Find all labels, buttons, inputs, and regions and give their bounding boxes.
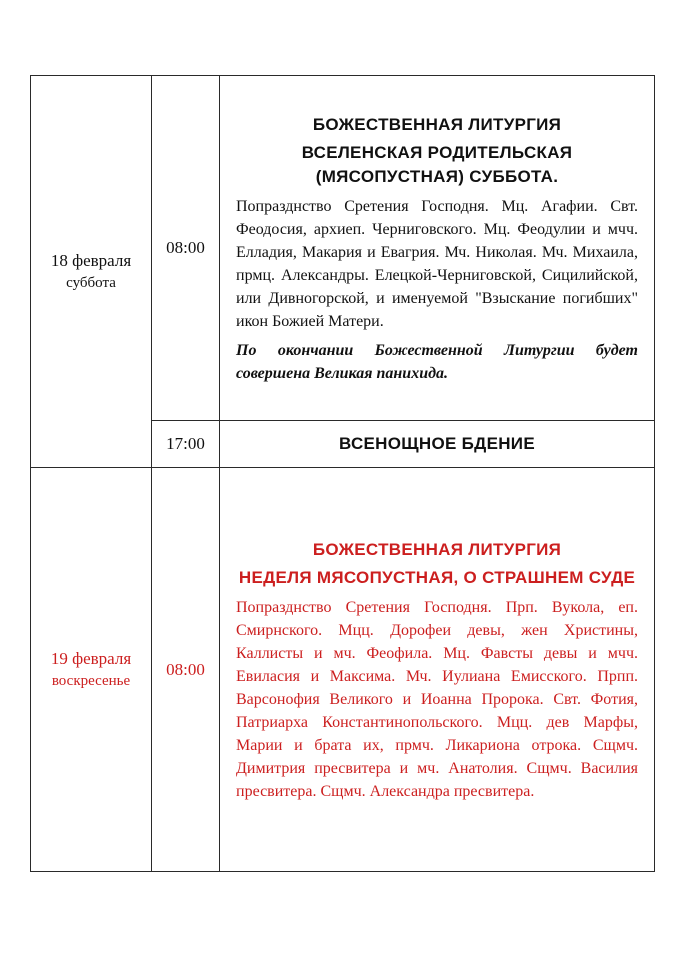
table-row xyxy=(31,76,655,421)
service-title: ВСЕНОЩНОЕ БДЕНИЕ xyxy=(220,421,655,468)
day-title: НЕДЕЛЯ МЯСОПУСТНАЯ, О СТРАШНЕМ СУДЕ xyxy=(238,568,636,587)
date-cell-feb-18 xyxy=(31,76,152,468)
service-note: По окончании Божественной Литургии будет совершена Великая панихида. xyxy=(236,342,638,382)
service-description xyxy=(220,76,655,421)
table-row xyxy=(31,468,655,872)
time-cell: 17:00 xyxy=(152,421,220,468)
date-cell-feb-19 xyxy=(31,468,152,872)
service-title: БОЖЕСТВЕННАЯ ЛИТУРГИЯ xyxy=(312,115,562,134)
schedule-table xyxy=(30,75,655,872)
time-cell: 08:00 xyxy=(152,468,220,872)
commemoration-text: Попразднство Сретения Господня. Прп. Вукола, еп. Смирнского. Мцц. Дорофеи девы, жен Христины, Каллисты и мч. Феофила. Мц. Фавсты девы и мчч. Евиласия и Максима. Мч. Иулиана Емисского. Прпп. Варсонофия Великого и Иоанна Пророка. Свт. Фотия, Патриарха Константинопольского. Мцц. дев Марфы, Марии и брата их, прмч. Ликариона отрока. Сщмч. Димитрия пресвитера и мч. Анатолия. Сщмч. Василия пресвитера. Сщмч. Александра пресвитера. xyxy=(236,599,638,800)
weekday-label: суббота xyxy=(66,274,116,291)
commemoration-text: Попразднство Сретения Господня. Мц. Агафии. Свт. Феодосия, архиеп. Черниговского. Мц. Феодулии и мчч. Елладия, Макария и Евагрия. Мч. Николая. Мч. Михаила, прмц. Александры. Елецкой-Черниговской, Сицилийской, или Дивногорской, и именуемой "Взыскание погибших" икон Божией Матери. xyxy=(236,198,638,330)
service-description xyxy=(220,468,655,872)
weekday-label: воскресенье xyxy=(51,672,131,689)
day-title: ВСЕЛЕНСКАЯ РОДИТЕЛЬСКАЯ (МЯСОПУСТНАЯ) СУББОТА. xyxy=(301,143,573,186)
service-title: БОЖЕСТВЕННАЯ ЛИТУРГИЯ xyxy=(312,540,562,559)
date-label: 18 февраля xyxy=(50,250,132,270)
time-cell: 08:00 xyxy=(152,76,220,421)
date-label: 19 февраля xyxy=(50,648,132,668)
